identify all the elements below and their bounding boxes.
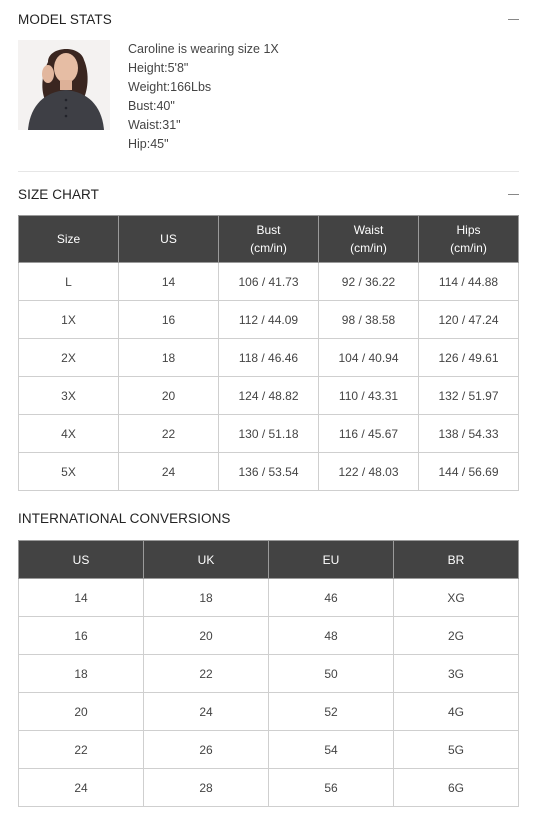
table-cell: 24 xyxy=(144,693,269,731)
column-header-size: Size xyxy=(19,216,119,263)
table-cell: 136 / 53.54 xyxy=(219,453,319,491)
table-cell: 126 / 49.61 xyxy=(419,339,519,377)
table-header-row xyxy=(19,541,519,579)
table-cell: 122 / 48.03 xyxy=(319,453,419,491)
table-cell: 132 / 51.97 xyxy=(419,377,519,415)
model-stats-title: MODEL STATS xyxy=(18,12,112,27)
table-cell: 18 xyxy=(19,655,144,693)
table-cell: 1X xyxy=(19,301,119,339)
size-chart-table xyxy=(18,215,519,491)
table-row xyxy=(19,617,519,655)
table-cell: 22 xyxy=(144,655,269,693)
table-row xyxy=(19,579,519,617)
table-cell: 24 xyxy=(119,453,219,491)
table-cell: 112 / 44.09 xyxy=(219,301,319,339)
table-cell: 56 xyxy=(269,769,394,807)
table-cell: 20 xyxy=(144,617,269,655)
table-cell: 98 / 38.58 xyxy=(319,301,419,339)
table-cell: 138 / 54.33 xyxy=(419,415,519,453)
table-cell: 54 xyxy=(269,731,394,769)
table-cell: 20 xyxy=(119,377,219,415)
table-cell: 14 xyxy=(119,263,219,301)
table-cell: 110 / 43.31 xyxy=(319,377,419,415)
table-cell: 28 xyxy=(144,769,269,807)
table-cell: 3G xyxy=(394,655,519,693)
table-cell: 22 xyxy=(119,415,219,453)
table-cell: 5G xyxy=(394,731,519,769)
table-row xyxy=(19,377,519,415)
table-cell: 18 xyxy=(119,339,219,377)
table-cell: 5X xyxy=(19,453,119,491)
table-row xyxy=(19,339,519,377)
table-cell: 2X xyxy=(19,339,119,377)
table-cell: 124 / 48.82 xyxy=(219,377,319,415)
table-cell: 120 / 47.24 xyxy=(419,301,519,339)
model-photo xyxy=(18,40,110,130)
table-cell: 2G xyxy=(394,617,519,655)
table-cell: 144 / 56.69 xyxy=(419,453,519,491)
model-waist: Waist:31" xyxy=(128,118,181,132)
table-cell: 26 xyxy=(144,731,269,769)
model-photo-image xyxy=(18,40,110,130)
model-hip: Hip:45" xyxy=(128,137,169,151)
international-conversions-table xyxy=(18,540,519,807)
section-divider xyxy=(18,171,519,172)
table-cell: XG xyxy=(394,579,519,617)
table-header-row xyxy=(19,216,519,263)
table-cell: 106 / 41.73 xyxy=(219,263,319,301)
table-cell: 22 xyxy=(19,731,144,769)
column-header-uk: UK xyxy=(144,541,269,579)
table-cell: 14 xyxy=(19,579,144,617)
table-row xyxy=(19,693,519,731)
table-cell: 46 xyxy=(269,579,394,617)
column-header-eu: EU xyxy=(269,541,394,579)
table-row xyxy=(19,415,519,453)
table-row xyxy=(19,301,519,339)
table-cell: 118 / 46.46 xyxy=(219,339,319,377)
column-header-us: US xyxy=(19,541,144,579)
table-cell: 116 / 45.67 xyxy=(319,415,419,453)
model-wearing-size: Caroline is wearing size 1X xyxy=(128,42,279,56)
model-weight: Weight:166Lbs xyxy=(128,80,212,94)
table-cell: 48 xyxy=(269,617,394,655)
table-cell: 6G xyxy=(394,769,519,807)
column-header-waist: Waist (cm/in) xyxy=(319,216,419,263)
table-cell: 4G xyxy=(394,693,519,731)
model-info xyxy=(128,40,279,154)
size-chart-title: SIZE CHART xyxy=(18,187,100,202)
minus-icon[interactable] xyxy=(508,194,519,195)
table-cell: 4X xyxy=(19,415,119,453)
table-cell: L xyxy=(19,263,119,301)
table-cell: 104 / 40.94 xyxy=(319,339,419,377)
model-height: Height:5'8" xyxy=(128,61,189,75)
international-conversions-title: INTERNATIONAL CONVERSIONS xyxy=(18,511,231,526)
table-row xyxy=(19,263,519,301)
model-bust: Bust:40" xyxy=(128,99,175,113)
size-chart-header[interactable] xyxy=(18,187,519,202)
model-stats-block xyxy=(18,40,519,154)
table-cell: 50 xyxy=(269,655,394,693)
model-stats-header[interactable] xyxy=(18,12,519,27)
column-header-bust: Bust (cm/in) xyxy=(219,216,319,263)
column-header-us: US xyxy=(119,216,219,263)
table-row xyxy=(19,731,519,769)
table-row xyxy=(19,769,519,807)
table-cell: 20 xyxy=(19,693,144,731)
table-cell: 24 xyxy=(19,769,144,807)
table-cell: 114 / 44.88 xyxy=(419,263,519,301)
column-header-br: BR xyxy=(394,541,519,579)
table-cell: 52 xyxy=(269,693,394,731)
table-cell: 18 xyxy=(144,579,269,617)
international-conversions-header xyxy=(18,511,519,526)
table-cell: 16 xyxy=(119,301,219,339)
table-cell: 16 xyxy=(19,617,144,655)
table-row xyxy=(19,655,519,693)
table-cell: 3X xyxy=(19,377,119,415)
table-cell: 92 / 36.22 xyxy=(319,263,419,301)
column-header-hips: Hips (cm/in) xyxy=(419,216,519,263)
table-cell: 130 / 51.18 xyxy=(219,415,319,453)
minus-icon[interactable] xyxy=(508,19,519,20)
table-row xyxy=(19,453,519,491)
